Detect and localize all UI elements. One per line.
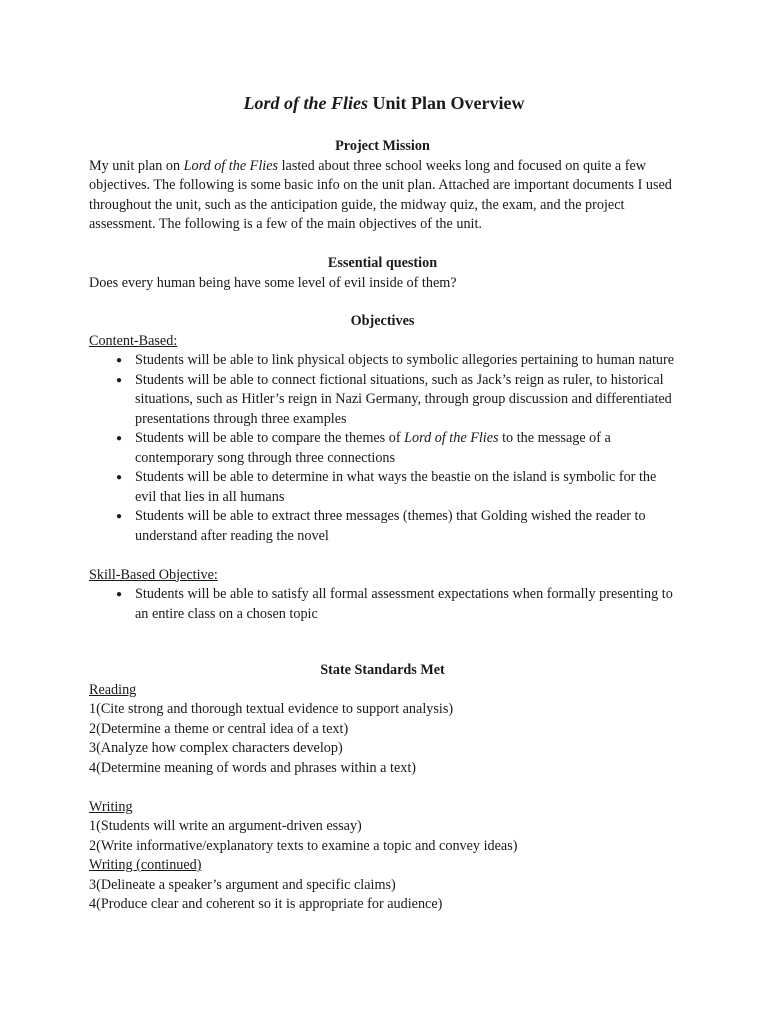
standard-text: (Determine a theme or central idea of a text)	[96, 720, 349, 737]
bullet-icon: ●	[116, 355, 123, 366]
standards-section	[89, 661, 676, 915]
list-item	[89, 585, 676, 624]
standard-text: (Analyze how complex characters develop)	[96, 740, 343, 756]
writing-label: Writing	[89, 798, 133, 815]
standard-number: 4	[89, 759, 97, 776]
title-italic: Lord of the Flies	[243, 93, 368, 113]
standard-item	[89, 876, 676, 896]
essential-text: Does every human being have some level of evil inside of them?	[89, 274, 457, 291]
standard-item	[89, 720, 676, 740]
standard-item	[89, 817, 676, 837]
standard-number: 2	[89, 720, 97, 737]
mission-text-italic: Lord of the Flies	[183, 157, 279, 174]
standard-number: 1	[89, 818, 97, 834]
list-item-text: Students will be able to link physical objects to symbolic allegories pertaining to human nature	[135, 352, 675, 368]
mission-section	[89, 137, 676, 235]
standard-text: (Determine meaning of words and phrases within a text)	[96, 759, 417, 776]
standard-text: (Students will write an argument-driven essay)	[96, 818, 362, 834]
skill-based-label: Skill-Based Objective:	[89, 566, 218, 583]
list-item	[89, 507, 676, 546]
standard-item	[89, 739, 676, 759]
bullet-icon: ●	[116, 433, 123, 444]
content-objectives-list	[89, 351, 676, 546]
essential-heading: Essential question	[327, 255, 438, 271]
list-item-text: Students will be able to extract three messages (themes) that Golding wished the reader to understand after reading the novel	[135, 508, 646, 544]
standard-number: 3	[89, 740, 97, 756]
list-item	[89, 468, 676, 507]
list-item-text: Students will be able to connect fictional situations, such as Jack’s reign as ruler, to historical situations, such as Hitler’s reign in Nazi Germany, through group discussion and differentiated presentations through three examples	[135, 371, 672, 427]
standard-item	[89, 895, 676, 915]
standard-number: 2	[89, 837, 97, 854]
objectives-section	[89, 312, 676, 624]
content-based-label: Content-Based:	[89, 332, 178, 349]
objectives-heading: Objectives	[350, 313, 415, 329]
standard-text: (Cite strong and thorough textual evidence to support analysis)	[96, 701, 454, 717]
list-item	[89, 371, 676, 430]
list-item-text: Students will be able to satisfy all formal assessment expectations when formally presenting to an entire class on a chosen topic	[135, 586, 673, 622]
standard-number: 3	[89, 876, 97, 893]
standard-item	[89, 759, 676, 779]
standard-text: (Write informative/explanatory texts to examine a topic and convey ideas)	[96, 837, 518, 854]
standard-item	[89, 700, 676, 720]
mission-text-b: lasted about three school weeks long and focused on quite a few objectives. The following is some basic info on the unit plan. Attached are important documents I used throughout the unit, such as the anticipation guide, the midway quiz, the exam, and the project assessment. The following is a few of the main objectives of the unit.	[89, 157, 672, 232]
essential-section	[89, 254, 676, 293]
list-item-text-b: to the message of a contemporary song through three connections	[135, 430, 611, 466]
list-item-text-a: Students will be able to compare the themes of	[135, 430, 405, 446]
standard-item	[89, 837, 676, 857]
mission-text	[89, 157, 676, 235]
standard-number: 1	[89, 701, 97, 717]
list-item	[89, 351, 676, 371]
skill-objectives-list	[89, 585, 676, 624]
bullet-icon: ●	[116, 511, 123, 522]
reading-label: Reading	[89, 681, 137, 698]
standard-text: (Produce clear and coherent so it is appropriate for audience)	[96, 896, 443, 912]
title-rest: Unit Plan Overview	[368, 93, 525, 113]
list-item-text: Students will be able to determine in what ways the beastie on the island is symbolic for the evil that lies in all humans	[135, 469, 657, 505]
bullet-icon: ●	[116, 472, 123, 483]
standards-heading: State Standards Met	[320, 662, 445, 678]
writing-continued-label: Writing (continued)	[89, 857, 202, 873]
bullet-icon: ●	[116, 374, 123, 386]
bullet-icon: ●	[116, 589, 123, 600]
list-item-text-italic: Lord of the Flies	[404, 430, 499, 446]
list-item	[89, 429, 676, 468]
standard-number: 4	[89, 896, 97, 912]
document-title	[0, 91, 768, 115]
mission-heading: Project Mission	[335, 138, 430, 154]
standard-text: (Delineate a speaker’s argument and specific claims)	[96, 876, 396, 893]
mission-text-a: My unit plan on	[89, 157, 184, 174]
